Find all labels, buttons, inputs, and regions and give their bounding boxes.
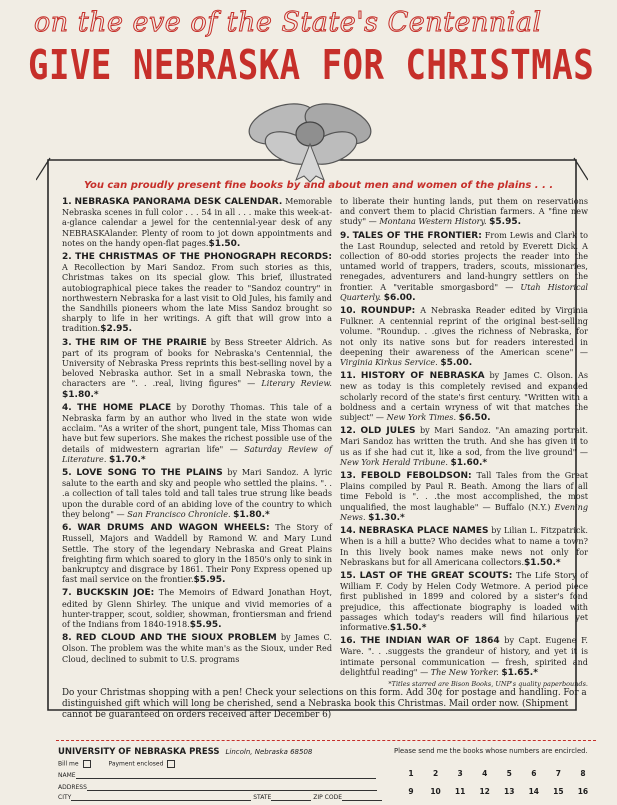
- book-entry: [340, 305, 588, 368]
- book-description: by Capt. Eugene F. Ware. ". . .suggests the grandeur of history, and yet it is intimate personal communication — fresh, spirited and delightful reading" —: [340, 635, 588, 677]
- book-number-option[interactable]: 10: [430, 787, 441, 796]
- book-number-option[interactable]: 1: [408, 769, 414, 778]
- book-entry: [340, 470, 588, 523]
- book-number: 10.: [340, 306, 356, 317]
- book-title: THE INDIAN WAR OF 1864: [360, 636, 500, 647]
- book-number: 4.: [62, 402, 72, 413]
- book-review-source: The New Yorker.: [430, 666, 499, 677]
- book-number: 16.: [340, 636, 356, 647]
- book-description: by Mari Sandoz. A lyric salute to the earth and sky and people who settled the plains. ". . .a collection of tall tales told and tall tales true strung like beads upon the durable cord of an abiding love of the country to which they belong" —: [62, 467, 332, 519]
- book-title: RED CLOUD AND THE SIOUX PROBLEM: [75, 633, 277, 644]
- book-price: $1.50.*: [524, 557, 561, 568]
- book-price: $6.50.: [458, 413, 491, 424]
- book-entry: [340, 370, 588, 423]
- book-title: LOVE SONG TO THE PLAINS: [76, 468, 223, 479]
- payment-enclosed-label: Payment enclosed: [108, 760, 164, 768]
- book-entry: [340, 425, 588, 468]
- book-review-source: Virginia Kirkus Service.: [340, 357, 438, 368]
- book-title: THE HOME PLACE: [77, 402, 172, 413]
- book-description: From Lewis and Clark to the Last Roundup, selected and retold by Everett Dick. A collection of 80-odd stories projects the reader into the untamed world of trappers, traders, scouts, missionaries, renegades, adventurers and land-hungry settlers on the frontier. A "veritable smorgasbord" —: [340, 229, 588, 292]
- name-field[interactable]: [76, 778, 376, 779]
- book-review-source: New York Herald Tribune.: [340, 456, 448, 467]
- name-label: NAME: [58, 772, 76, 779]
- book-description: by Mari Sandoz. "An amazing portrait. Mari Sandoz has written the truth. And she has given it to us as if she had cut it, like a sod, from the live ground" —: [340, 425, 589, 457]
- book-title: THE CHRISTMAS OF THE PHONOGRAPH RECORDS:: [75, 252, 332, 263]
- book-number-option[interactable]: 12: [479, 787, 490, 796]
- book-entry: [340, 525, 588, 568]
- book-number-row-2: [394, 787, 594, 796]
- book-price: $2.95.: [100, 324, 133, 335]
- tagline: on the eve of the State's Centennial: [34, 7, 542, 38]
- book-entry: [340, 230, 588, 303]
- book-price: $6.00.: [383, 292, 416, 303]
- book-price: $1.65.*: [501, 667, 538, 678]
- book-price: $1.50.*: [389, 622, 427, 633]
- press-name-text: UNIVERSITY OF NEBRASKA PRESS: [58, 747, 220, 757]
- book-number: 12.: [340, 426, 356, 437]
- book-number-option[interactable]: 6: [531, 769, 537, 778]
- address-field[interactable]: [87, 790, 377, 791]
- book-description: by James C. Olson. The problem was the white man's as the Sioux, under Red Cloud, declined to submit to U.S. programs: [62, 632, 333, 664]
- book-number-option[interactable]: 15: [553, 787, 564, 796]
- book-list-right-column: [340, 196, 588, 688]
- city-label: CITY: [58, 794, 72, 801]
- book-title: BUCKSKIN JOE:: [76, 588, 155, 599]
- book-review-source: Literary Review.: [261, 378, 333, 389]
- book-number: 7.: [62, 588, 72, 599]
- book-number: 3.: [62, 337, 72, 348]
- book-description: by James C. Olson. As new as today is this completely revised and expanded scholarly record of the state's first century. "Written with a boldness and a certain wryness of wit that matches the subject" —: [340, 370, 588, 423]
- bison-books-footnote: *Titles starred are Bison Books, UNP's quality paperbounds.: [388, 679, 588, 688]
- book-title: LAST OF THE GREAT SCOUTS:: [359, 570, 513, 581]
- book-number-option[interactable]: 5: [506, 769, 512, 778]
- book-price: $1.60.*: [450, 457, 488, 468]
- book-list-left-column: [62, 196, 332, 666]
- book-review-source: New York Times.: [386, 412, 457, 423]
- state-label: STATE: [253, 794, 272, 801]
- book-price: $1.50.: [208, 238, 241, 249]
- book-entry: [62, 522, 332, 585]
- book-number: 5.: [62, 468, 72, 479]
- closing-paragraph: Do your Christmas shopping with a pen! Check your selections on this form. Add 30¢ for postage and handling. For a distinguished gift which will long be cherished, send a Nebraska book this Christmas. Mail order now. (Shipment cannot be guaranteed on orders received after December 6): [62, 688, 587, 720]
- book-description: Memorable Nebraska scenes in full color . . . 54 in all . . . make this week-at-a-glance calendar a jewel for the centennial-year desk of any NEBRASKAlander. Plenty of room to jot down appointments and notes on the handy open-flat pages.: [62, 196, 332, 248]
- book-number-option[interactable]: 7: [555, 769, 561, 778]
- book-description: Tall Tales from the Great Plains compiled by Paul R. Beath. Among the liars of all time Febold is ". . .the most accomplished, the most unqualified, the most laughable" — Buffalo (N.Y.): [340, 470, 588, 512]
- book-review-source: Evening News.: [340, 501, 588, 522]
- book-number: 6.: [62, 523, 72, 534]
- address-label: ADDRESS: [58, 784, 87, 791]
- book-description: to liberate their hunting lands, put them on reservations and convert them to placid Christian farmers. A "fine new study" —: [340, 196, 588, 227]
- book-number: 13.: [340, 471, 356, 482]
- ribbon-bow-icon: [230, 84, 390, 184]
- book-price: $1.70.*: [108, 454, 146, 465]
- book-description: A Nebraska Reader edited by Virginia Fulkner. A centennial reprint of the original best-selling volume. "Roundup. . .gives the richness of Nebraska, for not only its native sons but for readers interested in deepening their awareness of the American scene" —: [340, 305, 588, 357]
- book-review-source: Utah Historical Quarterly.: [340, 281, 588, 302]
- book-description: by Dorothy Thomas. This tale of a Nebraska farm by an author who lived in the state won wide acclaim. "As a writer of the short, pungent tale, Miss Thomas can have but few superiors. She makes the richest possible use of the details of midwestern agrarian life" —: [62, 401, 332, 454]
- state-field[interactable]: [271, 800, 311, 801]
- book-number: 14.: [340, 526, 356, 537]
- book-title: NEBRASKA PLACE NAMES: [358, 526, 489, 537]
- book-number: 11.: [340, 371, 356, 382]
- book-description: by Lilian L. Fitzpatrick. When is a hill a butte? Who decides what to name a town? In this lively book names make news not only for Nebraskans but for all Americana collectors.: [340, 525, 589, 567]
- order-form: [56, 740, 596, 801]
- book-entry: [62, 587, 332, 630]
- book-number-option[interactable]: 4: [482, 769, 488, 778]
- book-title: OLD JULES: [360, 426, 416, 437]
- book-number: 1.: [62, 197, 72, 207]
- book-price: $1.80.*: [233, 509, 270, 520]
- book-title: THE RIM OF THE PRAIRIE: [75, 337, 207, 348]
- book-price: $5.95.: [489, 217, 522, 228]
- book-number-option[interactable]: 8: [580, 769, 586, 778]
- payment-options: [58, 760, 191, 768]
- book-title: FEBOLD FEBOLDSON:: [360, 471, 472, 482]
- book-title: TALES OF THE FRONTIER:: [352, 230, 482, 241]
- book-number-row-1: [394, 769, 594, 778]
- payment-enclosed-checkbox[interactable]: [167, 760, 175, 768]
- book-review-source: Saturday Review of Literature.: [62, 443, 333, 464]
- book-number: 2.: [62, 252, 72, 263]
- book-number-option[interactable]: 2: [432, 769, 439, 778]
- address-line: [58, 784, 377, 791]
- book-entry: [62, 196, 332, 249]
- city-field[interactable]: [71, 800, 251, 801]
- book-entry: [340, 196, 588, 228]
- zip-label: ZIP CODE: [313, 794, 342, 801]
- encircle-instruction: Please send me the books whose numbers are encircled.: [394, 747, 588, 755]
- bill-me-label: Bill me: [58, 760, 79, 768]
- book-review-source: Montana Western History.: [379, 216, 487, 227]
- book-description: The Life Story of William F. Cody by Helen Cody Wetmore. A period piece first published in 1899 and colored by a sister's fond prejudice, this affectionate biography is loaded with passages which today's readers will find hilarious yet informative.: [340, 569, 588, 632]
- book-price: $1.30.*: [368, 512, 405, 523]
- name-line: [58, 772, 376, 779]
- bill-me-checkbox[interactable]: [83, 760, 91, 768]
- book-entry: [62, 632, 332, 664]
- book-number-option[interactable]: 13: [504, 787, 515, 796]
- book-entry: [340, 635, 588, 678]
- book-number-option[interactable]: 16: [577, 787, 589, 796]
- book-title: HISTORY OF NEBRASKA: [360, 371, 485, 382]
- book-price: $5.00.: [440, 358, 473, 369]
- book-price: $5.95.: [189, 619, 222, 630]
- book-price: $1.80.*: [62, 389, 99, 400]
- book-number-option[interactable]: 11: [454, 787, 466, 796]
- book-number-option[interactable]: 14: [528, 787, 540, 796]
- book-number: 9.: [340, 230, 350, 241]
- book-entry: [62, 337, 332, 400]
- book-number-option[interactable]: 9: [408, 787, 414, 796]
- book-title: WAR DRUMS AND WAGON WHEELS:: [77, 523, 270, 534]
- book-description: The Story of Russell, Majors and Waddell by Ramond W. and Mary Lund Settle. The story of the legendary Nebraska and Great Plains freighting firm which soared to glory in the 1850's only to sink in bankruptcy and disgrace by 1861. Their Pony Express opened up fast mail service on the frontier.: [62, 522, 333, 585]
- intro-line: You can proudly present fine books by and about men and women of the plains . . .: [84, 180, 554, 191]
- press-name: [58, 747, 312, 757]
- book-number-option[interactable]: 3: [457, 769, 463, 778]
- book-price: $5.95.: [193, 575, 226, 586]
- book-description: The Memoirs of Edward Jonathan Hoyt, edited by Glenn Shirley. The unique and vivid memories of a hunter-trapper, scout, soldier, showman, frontiersman and friend of the Indians from 1840-1918.: [62, 587, 333, 629]
- headline: GIVE NEBRASKA FOR CHRISTMAS: [28, 42, 595, 90]
- book-title: NEBRASKA PANORAMA DESK CALENDAR.: [74, 197, 283, 207]
- zip-field[interactable]: [342, 800, 382, 801]
- book-entry: [62, 402, 332, 465]
- book-description: A Recollection by Mari Sandoz. From such stories as this, Christmas takes on its special glow. This brief, illustrated autobiographical piece takes the reader to "Sandoz country" in northwestern Nebraska for a last visit to Old Jules, his family and the Sandhills pioneers whom the late Miss Sandoz brought so sharply to life in her writings. A gift that will grow into a tradition.: [62, 262, 332, 334]
- press-location: Lincoln, Nebraska 68508: [225, 748, 313, 756]
- book-description: by Bess Streeter Aldrich. As part of its program of books for Nebraska's Centennial, the University of Nebraska Press reprints this best-selling novel by a beloved Nebraska author. Set in a small Nebraska town, the characters are ". . .real, living figures" —: [62, 336, 332, 389]
- book-entry: [62, 251, 332, 335]
- book-review-source: San Francisco Chronicle.: [127, 508, 231, 519]
- book-number: 8.: [62, 633, 72, 644]
- book-title: ROUNDUP:: [360, 306, 416, 317]
- book-entry: [62, 467, 332, 520]
- book-number: 15.: [340, 570, 356, 581]
- book-entry: [340, 570, 588, 633]
